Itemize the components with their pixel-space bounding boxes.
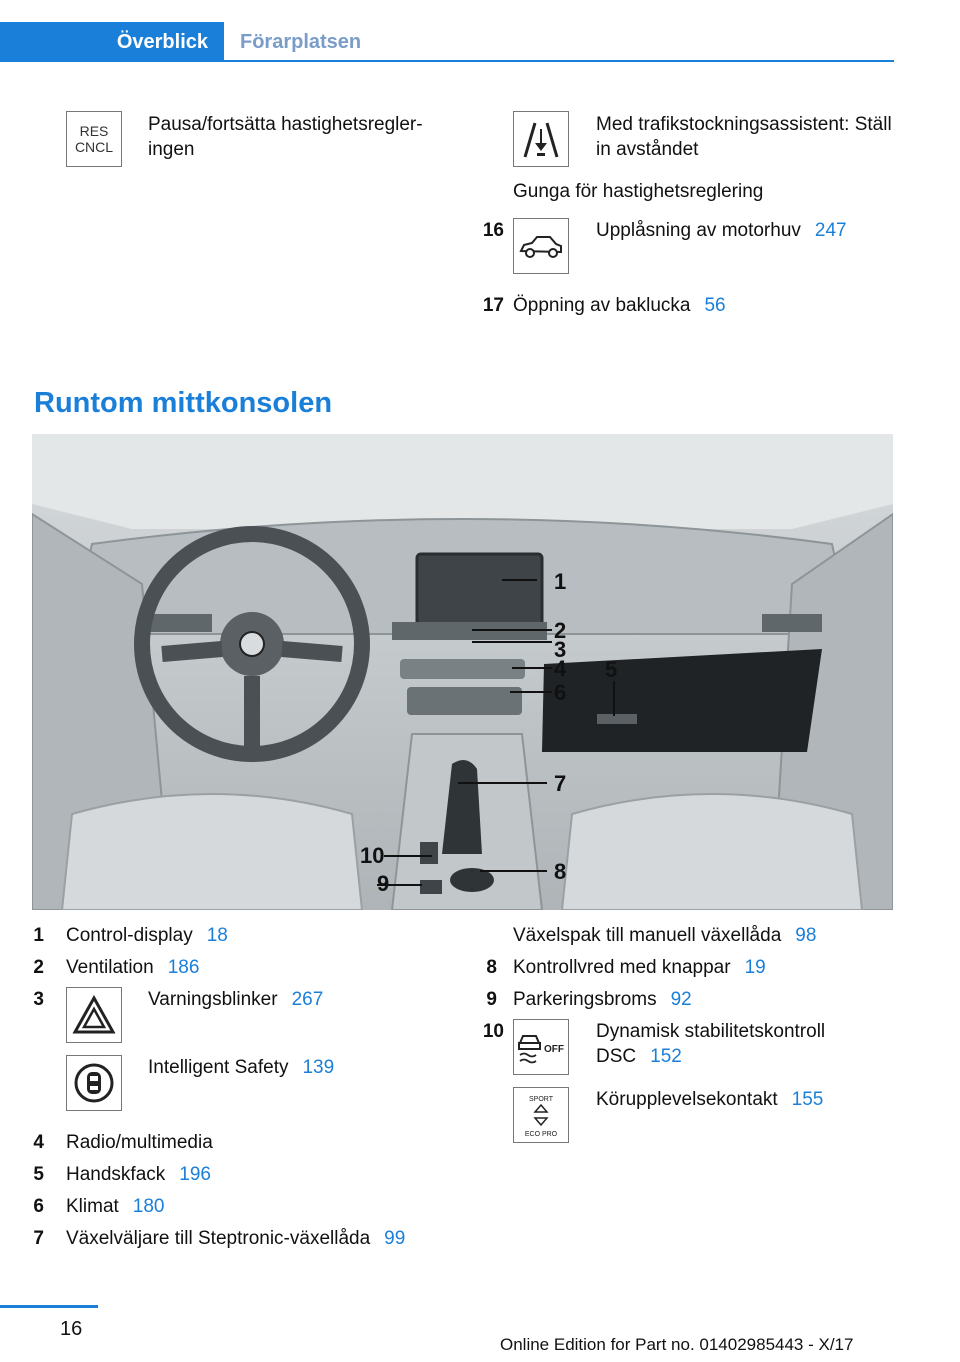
item-number: 4 [33,1132,44,1153]
svg-text:9: 9 [377,871,390,896]
list-item [66,955,199,980]
driving-mode-icon [513,1087,569,1143]
svg-text:3: 3 [554,637,567,662]
tailgate-label [513,293,726,318]
item-label: Intelligent Safety [148,1057,289,1078]
list-item [513,955,766,980]
svg-text:OFF: OFF [544,1044,564,1055]
page-link[interactable]: 19 [744,957,766,978]
list-item [66,1226,405,1251]
res-cncl-icon [66,111,122,167]
tailgate-text: Öppning av baklucka [513,295,691,316]
hazard-warning-icon [66,987,122,1043]
page-link[interactable]: 196 [179,1164,211,1185]
distance-label: Med trafikstockningsassistent: Ställ in avståndet [596,114,892,160]
list-item [66,1130,213,1155]
list-item [66,923,228,948]
item-label: Klimat [66,1196,119,1217]
item-label: Körupplevelsekontakt [596,1089,778,1110]
item-number: 8 [486,957,497,978]
hood-release-icon [513,218,569,274]
list-item [148,1055,334,1080]
page-link[interactable]: 18 [206,925,228,946]
page-link[interactable]: 99 [384,1228,406,1249]
list-item [596,1087,823,1112]
item-label: Handskfack [66,1164,166,1185]
list-item [66,1194,165,1219]
svg-text:2: 2 [554,618,567,643]
svg-text:4: 4 [554,656,567,681]
page-number: 16 [60,1318,83,1340]
section-title: Runtom mittkonsolen [34,387,333,419]
list-item [596,1019,876,1069]
tab-overview[interactable]: Överblick [0,22,224,62]
svg-text:1: 1 [554,569,567,594]
page-link[interactable]: 155 [791,1089,824,1110]
page-link[interactable]: 56 [704,295,726,316]
edition-text: Online Edition for Part no. 01402985443 - X/17 [500,1335,854,1354]
list-item [513,923,816,948]
distance-icon [513,111,569,167]
item-label: Ventilation [66,957,154,978]
svg-text:5: 5 [605,657,618,682]
list-item [513,987,692,1012]
item-number: 6 [33,1196,44,1217]
item-label: Växelspak till manuell växellåda [513,925,782,946]
svg-text:10: 10 [360,843,385,868]
page-link[interactable]: 267 [291,989,324,1010]
page-link[interactable]: 186 [167,957,200,978]
item-number: 17 [482,295,504,316]
hood-release-label [596,218,847,243]
item-label: Kontrollvred med knappar [513,957,731,978]
page-link[interactable]: 92 [670,989,692,1010]
item-label: Control-display [66,925,193,946]
item-number: 9 [486,989,497,1010]
hood-release-text: Upplåsning av motorhuv [596,220,801,241]
tab-driver-seat[interactable]: Förarplatsen [240,31,362,53]
svg-text:RES: RES [79,123,109,139]
rocker-label: Gunga för hastighetsreglering [513,181,764,202]
footer-rule [0,1305,98,1308]
page-link[interactable]: 180 [132,1196,165,1217]
tab-underline [224,60,894,62]
res-cncl-label: Pausa/fortsätta hastighetsregler- ingen [148,114,423,160]
item-label: Varningsblinker [148,989,278,1010]
item-label: Radio/multimedia [66,1132,213,1153]
page-link[interactable]: 139 [302,1057,335,1078]
item-label: Dynamisk stabilitetskontroll DSC [596,1021,826,1067]
item-label: Växelväljare till Steptronic-växellåda [66,1228,371,1249]
item-number: 5 [33,1164,44,1185]
header-tabs [0,22,960,62]
page-link[interactable]: 98 [795,925,817,946]
page-link[interactable]: 247 [814,220,847,241]
svg-text:7: 7 [554,771,567,796]
item-number: 7 [33,1228,44,1249]
page-link[interactable]: 152 [650,1046,682,1067]
item-number: 3 [33,989,44,1010]
svg-text:SPORT: SPORT [529,1096,553,1103]
item-number: 10 [482,1021,504,1042]
item-number: 2 [33,957,44,978]
dsc-off-icon [513,1019,569,1075]
list-item [148,987,323,1012]
dashboard-image [32,434,893,910]
intelligent-safety-icon [66,1055,122,1111]
item-number: 1 [33,925,44,946]
item-number: 16 [482,220,504,241]
svg-text:ECO PRO: ECO PRO [524,1131,558,1138]
svg-text:6: 6 [554,680,567,705]
item-label: Parkeringsbroms [513,989,657,1010]
list-item [66,1162,211,1187]
svg-text:CNCL: CNCL [74,139,114,155]
svg-text:8: 8 [554,859,567,884]
